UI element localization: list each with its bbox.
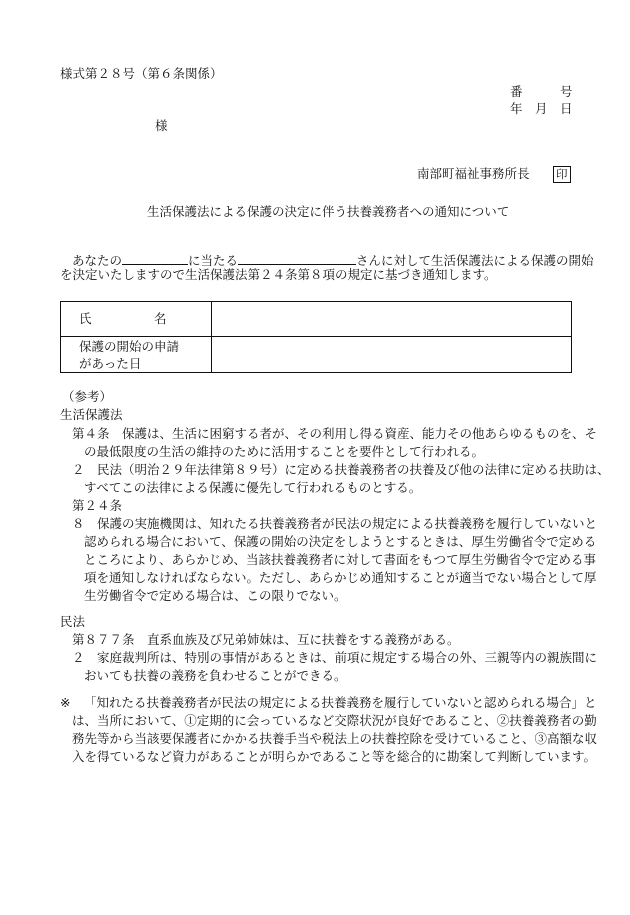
body-line-1	[72, 251, 594, 268]
table-divider	[211, 302, 212, 372]
law2-title: 民法	[60, 614, 86, 629]
law1-line: ところにより、あらかじめ、当該扶養義務者に対して書面をもつて厚生労働省令で定める事	[84, 552, 597, 567]
table-row-name	[61, 302, 571, 337]
note-line: 務先等から当該要保護者にかかる扶養手当や税法上の扶養控除を受けていること、③高額な収	[72, 731, 598, 746]
law1-line: の最低限度の生活の維持のために活用することを要件として行われる。	[84, 444, 485, 459]
relation-blank	[122, 251, 188, 265]
law1-line: ８ 保護の実施機関は、知れたる扶養義務者が民法の規定による扶養義務を履行していないと	[72, 516, 598, 531]
document-title: 生活保護法による保護の決定に伴う扶養義務者への通知について	[147, 204, 510, 219]
law2-line: ２ 家庭裁判所は、特別の事情があるときは、前項に規定する場合の外、三親等内の親族間に	[72, 650, 598, 665]
seal-label: 印	[553, 166, 571, 183]
document-number-label: 番 号	[510, 84, 573, 99]
law1-title: 生活保護法	[60, 407, 123, 422]
issuer-name: 南部町福祉事務所長	[417, 166, 530, 181]
form-number: 様式第２８号（第６条関係）	[60, 66, 223, 81]
name-label: 氏 名	[79, 311, 167, 326]
applicant-name-blank	[238, 251, 356, 265]
form-table	[60, 301, 572, 373]
law1-line: すべてこの法律による保護に優先して行われるものとする。	[84, 480, 422, 495]
note-line: は、当所において、①定期的に会っているなど交際状況が良好であること、②扶養義務者の勤	[72, 713, 597, 728]
application-date-label-1: 保護の開始の申請	[79, 339, 180, 354]
body-text-part1: あなたの	[72, 253, 123, 268]
table-row-application-date	[61, 336, 571, 372]
law1-line: ２ 民法（明治２９年法律第８９号）に定める扶養義務者の扶養及び他の法律に定める扶助は、	[72, 462, 610, 477]
date-label: 年 月 日	[510, 101, 573, 116]
law1-line: 第４条 保護は、生活に困窮する者が、その利用し得る資産、能力その他あらゆるものを、そ	[72, 426, 598, 441]
reference-heading: （参考）	[62, 389, 113, 404]
law1-line: 認められる場合において、保護の開始の決定をしようとするときは、厚生労働省令で定める	[84, 534, 597, 549]
body-text-part2: に当たる	[188, 253, 239, 268]
law2-line: 第８７７条 直系血族及び兄弟姉妹は、互に扶養をする義務がある。	[72, 632, 460, 647]
seal-mark	[553, 166, 571, 183]
law1-line: 項を通知しなければならない。ただし、あらかじめ通知することが適当でない場合として厚	[84, 570, 597, 585]
law1-line: 生労働省令で定める場合は、この限りでない。	[84, 588, 347, 603]
application-date-label-2: があった日	[79, 356, 142, 371]
law1-line: 第２４条	[72, 498, 123, 513]
note-mark: ※	[60, 695, 71, 710]
body-text-part3: さんに対して生活保護法による保護の開始	[356, 253, 594, 268]
note-line: 入を得ているなど資力があることが明らかであること等を総合的に勘案して判断しています。	[72, 749, 597, 764]
law2-line: おいても扶養の義務を負わせることができる。	[84, 668, 347, 683]
note-line: 「知れたる扶養義務者が民法の規定による扶養義務を履行していないと認められる場合」と	[84, 695, 597, 710]
addressee-suffix: 様	[155, 118, 168, 133]
body-line-2: を決定いたしますので生活保護法第２４条第８項の規定に基づき通知します。	[60, 267, 497, 282]
